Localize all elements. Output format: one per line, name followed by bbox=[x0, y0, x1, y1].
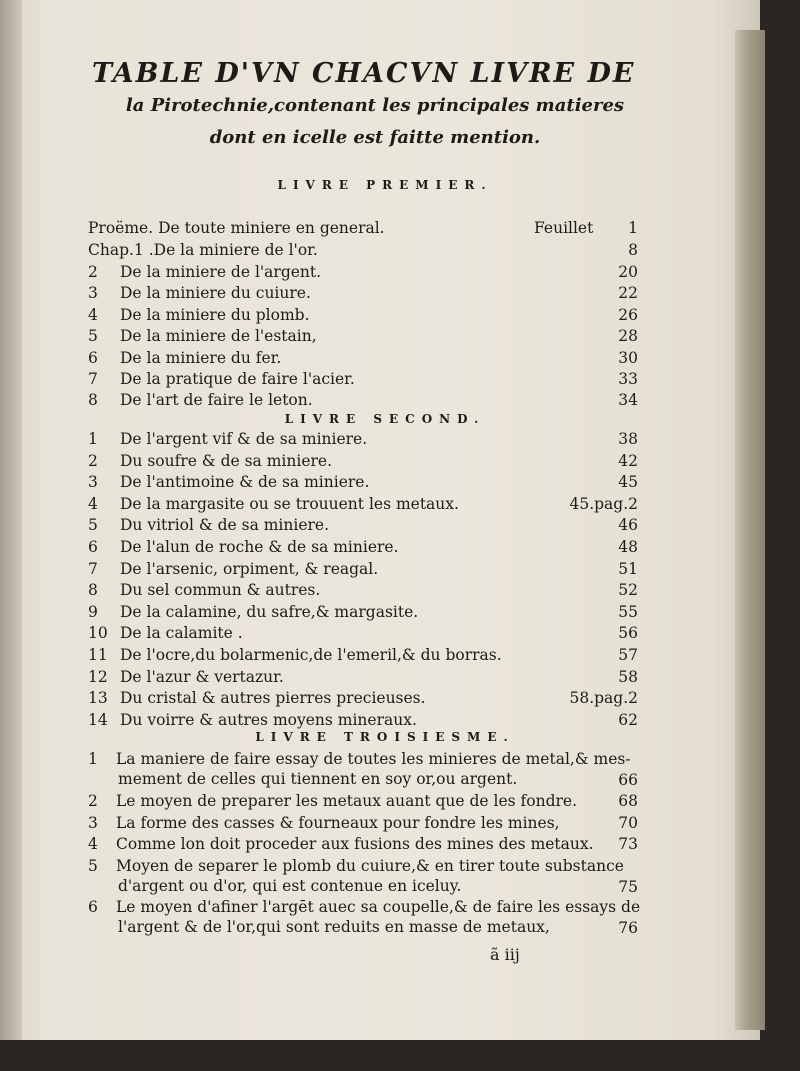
entry-text: Le moyen de preparer les metaux auant que de les fondre. bbox=[116, 792, 577, 810]
entry-text: De la miniere du cuiure. bbox=[120, 284, 311, 303]
folio-label: Feuillet bbox=[534, 219, 594, 237]
book2-heading: LIVRE SECOND. bbox=[284, 412, 486, 426]
entry-text: De la miniere de l'argent. bbox=[120, 263, 322, 281]
entry-number: 7 bbox=[88, 559, 98, 578]
entry-number: 9 bbox=[88, 602, 98, 621]
page-number: 38 bbox=[618, 430, 638, 448]
entry-number: 10 bbox=[88, 624, 108, 643]
book3-heading: LIVRE TROISIESME. bbox=[255, 730, 515, 744]
page-number: 33 bbox=[618, 370, 638, 388]
page-number: 58 bbox=[618, 667, 638, 686]
entry-text: De la miniere du fer. bbox=[120, 348, 282, 367]
page-number: 51 bbox=[618, 559, 638, 578]
entry-text: Moyen de separer le plomb du cuiure,& en tirer toute substance bbox=[116, 857, 624, 875]
page-number: 70 bbox=[618, 814, 638, 832]
page-number: 62 bbox=[618, 710, 638, 729]
table-title: TABLE D'VN CHACVN LIVRE DE bbox=[92, 58, 636, 89]
entry-text-continued bbox=[118, 918, 658, 936]
entry-number: 5 bbox=[88, 516, 98, 535]
page-number: 56 bbox=[618, 624, 638, 643]
entry-text: De la miniere du plomb. bbox=[120, 305, 310, 324]
entry-number: 11 bbox=[88, 646, 108, 664]
page-number: 28 bbox=[618, 327, 638, 346]
entry-text: mement de celles qui tiennent en soy or,ou argent. bbox=[118, 770, 518, 788]
page-number: 76 bbox=[618, 919, 638, 937]
page-number: 8 bbox=[628, 241, 638, 259]
entry-number: 3 bbox=[88, 473, 98, 492]
chapter-text: Chap.1 .De la miniere de l'or. bbox=[88, 241, 318, 259]
entry-number: 3 bbox=[88, 284, 98, 303]
signature-mark: ã iij bbox=[490, 945, 520, 964]
entry-text: De la pratique de faire l'acier. bbox=[120, 370, 355, 388]
page-number: 22 bbox=[618, 284, 638, 303]
entry-number: 4 bbox=[88, 494, 98, 513]
entry-text: De l'alun de roche & de sa miniere. bbox=[120, 538, 399, 556]
page-number: 75 bbox=[618, 878, 638, 896]
page-number: 48 bbox=[618, 538, 638, 556]
table-subtitle: la Pirotechnie,contenant les principales matieres bbox=[125, 95, 625, 116]
entry-text: Du cristal & autres pierres precieuses. bbox=[120, 689, 426, 708]
entry-number: 5 bbox=[88, 857, 98, 875]
scan-border bbox=[0, 1040, 800, 1071]
book1-heading: LIVRE PREMIER. bbox=[277, 178, 493, 192]
entry-number: 7 bbox=[88, 370, 98, 388]
page-number: 1 bbox=[628, 219, 638, 237]
page-number: 30 bbox=[618, 348, 638, 367]
entry-text: De l'arsenic, orpiment, & reagal. bbox=[120, 559, 379, 578]
entry-number: 1 bbox=[88, 750, 98, 768]
entry-text: Comme lon doit proceder aux fusions des mines des metaux. bbox=[116, 835, 594, 853]
entry-text: De l'art de faire le leton. bbox=[120, 391, 313, 410]
entry-number: 6 bbox=[88, 348, 98, 367]
entry-number: 12 bbox=[88, 667, 108, 686]
entry-number: 6 bbox=[88, 538, 98, 556]
entry-text: De la calamite . bbox=[120, 624, 243, 643]
entry-text: De l'antimoine & de sa miniere. bbox=[120, 473, 370, 492]
entry-number: 14 bbox=[88, 710, 108, 729]
entry-number: 3 bbox=[88, 814, 98, 832]
proeme-text: Proëme. De toute miniere en general. bbox=[88, 219, 385, 237]
entry-text: De l'ocre,du bolarmenic,de l'emeril,& du borras. bbox=[120, 646, 502, 664]
entry-text: De l'azur & vertazur. bbox=[120, 667, 284, 686]
entry-text: Du vitriol & de sa miniere. bbox=[120, 516, 330, 535]
page-number: 20 bbox=[618, 263, 638, 281]
entry-text: De la miniere de l'estain, bbox=[120, 327, 317, 346]
entry-number: 8 bbox=[88, 581, 98, 600]
entry-text: De la margasite ou se trouuent les metaux. bbox=[120, 494, 459, 513]
page-gutter-left bbox=[0, 0, 22, 1071]
entry-text: De la calamine, du safre,& margasite. bbox=[120, 602, 419, 621]
page-number: 68 bbox=[618, 792, 638, 810]
page-number: 58.pag.2 bbox=[569, 689, 638, 708]
table-subtitle-2: dont en icelle est faitte mention. bbox=[209, 127, 541, 148]
page-number: 26 bbox=[618, 305, 638, 324]
page-number: 55 bbox=[618, 602, 638, 621]
entry-number: 2 bbox=[88, 263, 98, 281]
page-number: 34 bbox=[618, 391, 638, 410]
page-number: 45 bbox=[618, 473, 638, 492]
entry-number: 13 bbox=[88, 689, 108, 708]
entry-text: La maniere de faire essay de toutes les minieres de metal,& mes- bbox=[116, 750, 631, 768]
entry-text-continued bbox=[118, 877, 658, 895]
entry-number: 2 bbox=[88, 451, 98, 470]
entry-number: 4 bbox=[88, 835, 98, 853]
entry-number: 5 bbox=[88, 327, 98, 346]
entry-text: De l'argent vif & de sa miniere. bbox=[120, 430, 368, 448]
entry-text: Du voirre & autres moyens mineraux. bbox=[120, 710, 417, 729]
page-edge-right bbox=[735, 30, 765, 1030]
entry-text: Du soufre & de sa miniere. bbox=[120, 451, 332, 470]
entry-number: 2 bbox=[88, 792, 98, 810]
entry-number: 6 bbox=[88, 898, 98, 916]
page-number: 66 bbox=[618, 771, 638, 789]
entry-text: l'argent & de l'or,qui sont reduits en masse de metaux, bbox=[118, 918, 550, 936]
entry-text-continued bbox=[118, 770, 658, 788]
entry-text: Le moyen d'afiner l'argēt auec sa coupelle,& de faire les essays de bbox=[116, 898, 641, 916]
page-number: 52 bbox=[618, 581, 638, 600]
entry-text: La forme des casses & fourneaux pour fondre les mines, bbox=[116, 814, 560, 832]
page-number: 42 bbox=[618, 451, 638, 470]
page-number: 46 bbox=[618, 516, 638, 535]
entry-text: Du sel commun & autres. bbox=[120, 581, 321, 600]
entry-number: 8 bbox=[88, 391, 98, 410]
page-number: 73 bbox=[618, 835, 638, 853]
page-number: 57 bbox=[618, 646, 638, 664]
page-number: 45.pag.2 bbox=[569, 494, 638, 513]
entry-number: 1 bbox=[88, 430, 98, 448]
entry-text: d'argent ou d'or, qui est contenue en iceluy. bbox=[118, 877, 462, 895]
entry-number: 4 bbox=[88, 305, 98, 324]
